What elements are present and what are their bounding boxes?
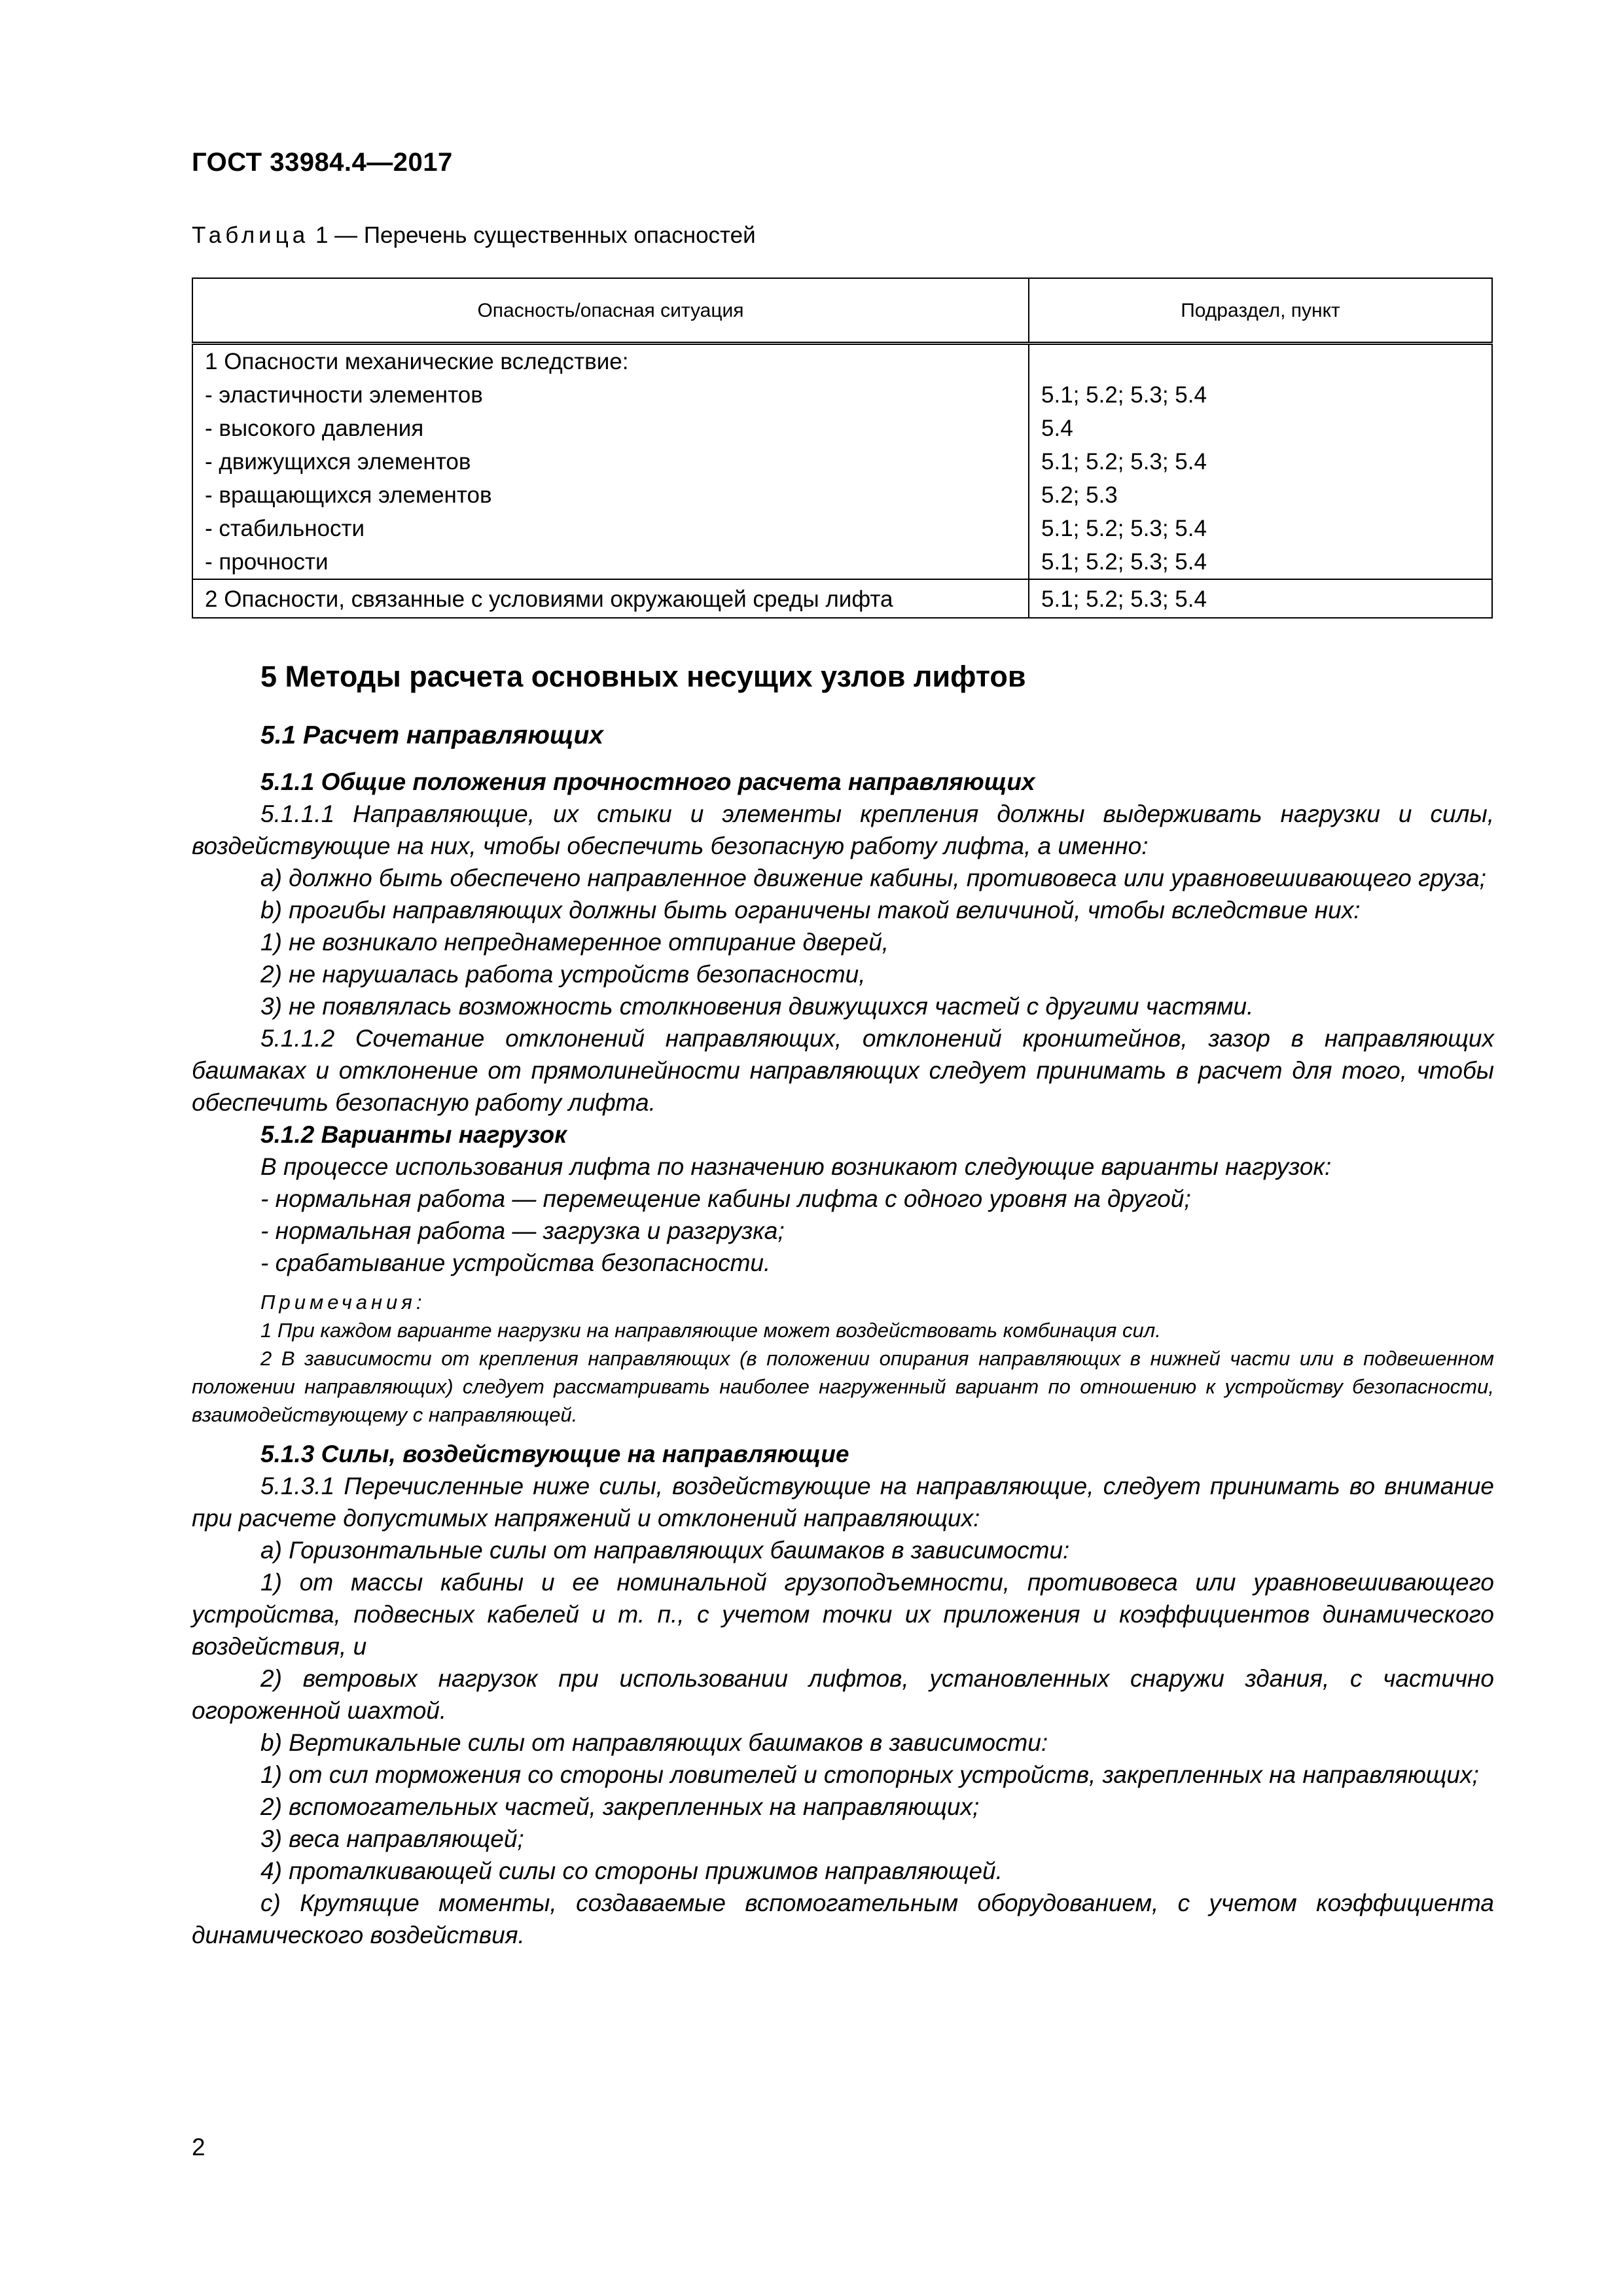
list-item: - нормальная работа — загрузка и разгрузка; xyxy=(260,1217,785,1244)
paragraph-qb2: 2) вспомогательных частей, закрепленных на направляющих; xyxy=(260,1793,980,1820)
reference-item: 5.1; 5.2; 5.3; 5.4 xyxy=(1041,449,1207,475)
paragraph-qa: а) Горизонтальные силы от направляющих башмаков в зависимости: xyxy=(260,1537,1070,1564)
column-header-reference: Подраздел, пункт xyxy=(1029,278,1492,344)
hazard-item: - высокого давления xyxy=(205,416,424,441)
paragraph-5-1-2: В процессе использования лифта по назначению возникают следующие варианты нагрузок: xyxy=(260,1153,1332,1180)
subsection-5-1-title: 5.1 Расчет направляющих xyxy=(260,721,603,749)
reference-item: 5.1; 5.2; 5.3; 5.4 xyxy=(1041,516,1207,541)
paragraph-b1: 1) не возникало непреднамеренное отпирание дверей, xyxy=(260,929,889,956)
note-2: 2 В зависимости от крепления направляющих (в положении опирания направляющих в нижней части или в подвешенном положении направляющих) следует рассматривать наиболее нагруженный вариант по отношению к устройству безопасности, взаимодействующему с направляющей. xyxy=(192,1347,1494,1426)
table-header-row xyxy=(192,278,1492,344)
paragraph-5-1-1-1: 5.1.1.1 Направляющие, их стыки и элементы крепления должны выдерживать нагрузки и силы, воздействующие на них, чтобы обеспечить безопасную работу лифта, а именно: xyxy=(192,800,1494,859)
note-1: 1 При каждом варианте нагрузки на направляющие может воздействовать комбинация сил. xyxy=(260,1319,1161,1342)
group1-title: 1 Опасности механические вследствие: xyxy=(205,349,629,374)
paragraph-5-1-3-1: 5.1.3.1 Перечисленные ниже силы, воздействующие на направляющие, следует принимать во внимание при расчете допустимых напряжений и отклонений направляющих: xyxy=(192,1473,1494,1532)
hazards-table xyxy=(192,278,1493,619)
reference-item: 5.1; 5.2; 5.3; 5.4 xyxy=(1041,549,1207,575)
paragraph-qb: b) Вертикальные силы от направляющих башмаков в зависимости: xyxy=(260,1729,1048,1756)
document-code: ГОСТ 33984.4—2017 xyxy=(192,148,453,177)
table-caption xyxy=(192,223,756,249)
reference-item: 5.1; 5.2; 5.3; 5.4 xyxy=(1041,382,1207,408)
table-caption-text: 1 — Перечень существенных опасностей xyxy=(315,223,756,248)
section-title: 5 Методы расчета основных несущих узлов лифтов xyxy=(260,660,1026,693)
paragraph-qa2: 2) ветровых нагрузок при использовании лифтов, установленных снаружи здания, с частично огороженной шахтой. xyxy=(192,1665,1494,1724)
reference-item: 5.4 xyxy=(1041,416,1073,441)
table-row-group2 xyxy=(192,579,1492,618)
paragraph-b: b) прогибы направляющих должны быть ограничены такой величиной, чтобы вследствие них: xyxy=(260,897,1361,924)
subsection-5-1-2-title: 5.1.2 Варианты нагрузок xyxy=(260,1121,567,1148)
paragraph-qb3: 3) веса направляющей; xyxy=(260,1825,524,1852)
list-item: - срабатывание устройства безопасности. xyxy=(260,1249,771,1276)
subsection-5-1-3-title: 5.1.3 Силы, воздействующие на направляющие xyxy=(260,1441,849,1467)
hazard-item: - вращающихся элементов xyxy=(205,482,492,508)
hazard-item: - движущихся элементов xyxy=(205,449,471,475)
hazard-item: - эластичности элементов xyxy=(205,382,483,408)
page-number: 2 xyxy=(192,2134,205,2161)
paragraph-qb1: 1) от сил торможения со стороны ловителей и стопорных устройств, закрепленных на направляющих; xyxy=(260,1761,1479,1788)
column-header-hazard: Опасность/опасная ситуация xyxy=(192,278,1029,344)
hazard-cell-group1 xyxy=(192,344,1029,580)
paragraph-b3: 3) не появлялась возможность столкновения движущихся частей с другими частями. xyxy=(260,993,1254,1020)
hazard-cell-group2: 2 Опасности, связанные с условиями окружающей среды лифта xyxy=(192,579,1029,618)
section-body xyxy=(192,766,1494,1951)
paragraph-qa1: 1) от массы кабины и ее номинальной грузоподъемности, противовеса или уравновешивающего устройства, подвесных кабелей и т. п., с учетом точки их приложения и коэффициентов динамического воздействия, и xyxy=(192,1569,1494,1660)
paragraph-qc: с) Крутящие моменты, создаваемые вспомогательным оборудованием, с учетом коэффициента динамического воздействия. xyxy=(192,1890,1494,1948)
hazard-item: - прочности xyxy=(205,549,329,575)
table-row-group1 xyxy=(192,344,1492,580)
notes-block xyxy=(192,1288,1494,1429)
reference-cell-group2: 5.1; 5.2; 5.3; 5.4 xyxy=(1029,579,1492,618)
paragraph-b2: 2) не нарушалась работа устройств безопасности, xyxy=(260,961,866,988)
reference-item: 5.2; 5.3 xyxy=(1041,482,1118,508)
paragraph-5-1-1-2: 5.1.1.2 Сочетание отклонений направляющих, отклонений кронштейнов, зазор в направляющих башмаках и отклонение от прямолинейности направляющих следует принимать в расчет для того, чтобы обеспечить безопасную работу лифта. xyxy=(192,1025,1494,1116)
hazard-item: - стабильности xyxy=(205,516,365,541)
notes-label: Примечания: xyxy=(260,1291,426,1314)
subsection-5-1-1-title: 5.1.1 Общие положения прочностного расчета направляющих xyxy=(260,768,1035,795)
paragraph-a: а) должно быть обеспечено направленное движение кабины, противовеса или уравновешивающего груза; xyxy=(260,865,1486,891)
table-caption-label: Таблица xyxy=(192,223,310,248)
paragraph-qb4: 4) проталкивающей силы со стороны прижимов направляющей. xyxy=(260,1857,1003,1884)
reference-cell-group1 xyxy=(1029,344,1492,580)
list-item: - нормальная работа — перемещение кабины лифта с одного уровня на другой; xyxy=(260,1185,1191,1212)
